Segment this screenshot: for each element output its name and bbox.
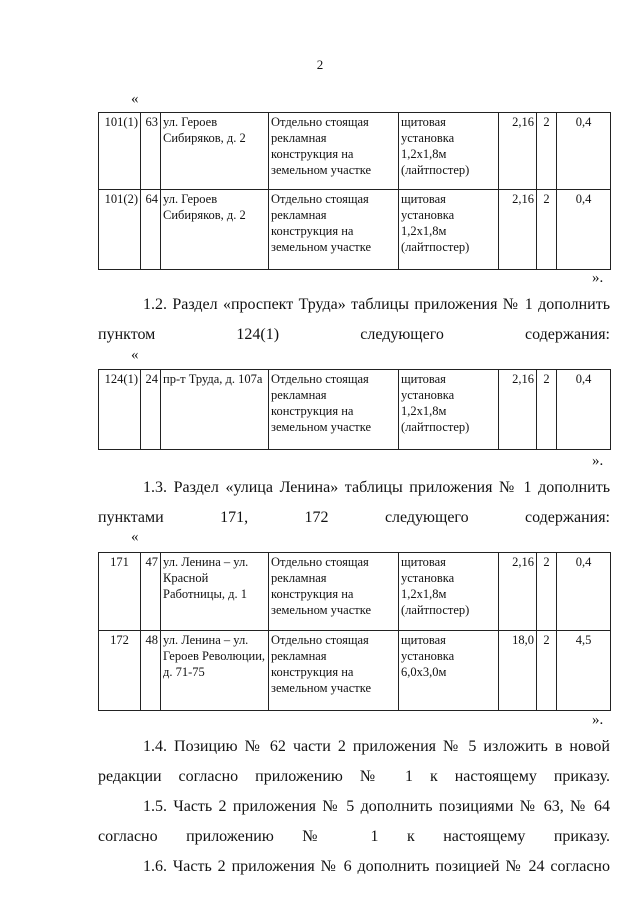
table-row: [99, 631, 611, 711]
row-number: 172: [99, 631, 141, 711]
area-cell: 18,0: [499, 631, 537, 711]
position-number: 24: [141, 370, 161, 450]
paragraph-1-2: 1.2. Раздел «проспект Труда» таблицы приложения № 1 дополнить пунктом 124(1) следующего содержания:: [98, 296, 610, 343]
paragraph-1-5: 1.5. Часть 2 приложения № 5 дополнить позициями № 63, № 64 согласно приложению № 1 к настоящему приказу.: [98, 798, 610, 845]
address-cell: ул. Ленина – ул. Красной Работницы, д. 1: [161, 553, 269, 631]
page-number: 2: [316, 57, 324, 72]
total-cell: 0,4: [557, 370, 611, 450]
address-cell: пр-т Труда, д. 107а: [161, 370, 269, 450]
table-3: [98, 552, 611, 711]
structure-kind-cell: щитовая установка 1,2х1,8м (лайтпостер): [399, 370, 499, 450]
area-cell: 2,16: [499, 370, 537, 450]
sides-cell: 2: [537, 553, 557, 631]
total-cell: 0,4: [557, 553, 611, 631]
structure-type-cell: Отдельно стоящая рекламная конструкция на земельном участке: [269, 113, 399, 190]
structure-type-cell: Отдельно стоящая рекламная конструкция на земельном участке: [269, 631, 399, 711]
total-cell: 4,5: [557, 631, 611, 711]
structure-type-cell: Отдельно стоящая рекламная конструкция на земельном участке: [269, 553, 399, 631]
structure-kind-cell: щитовая установка 1,2х1,8м (лайтпостер): [399, 190, 499, 270]
close-quote-2: ».: [592, 453, 604, 469]
table-row: [99, 113, 611, 190]
total-cell: 0,4: [557, 113, 611, 190]
structure-type-cell: Отдельно стоящая рекламная конструкция на земельном участке: [269, 370, 399, 450]
position-number: 48: [141, 631, 161, 711]
paragraph-1-4: 1.4. Позицию № 62 части 2 приложения № 5 изложить в новой редакции согласно приложению № 1 к настоящему приказу.: [98, 738, 610, 785]
sides-cell: 2: [537, 631, 557, 711]
row-number: 101(1): [99, 113, 141, 190]
table-row: [99, 553, 611, 631]
sides-cell: 2: [537, 370, 557, 450]
open-quote-2: «: [131, 347, 139, 363]
table-1: [98, 112, 611, 270]
table-2: [98, 369, 611, 450]
structure-type-cell: Отдельно стоящая рекламная конструкция на земельном участке: [269, 190, 399, 270]
address-cell: ул. Героев Сибиряков, д. 2: [161, 190, 269, 270]
paragraph-1-3: 1.3. Раздел «улица Ленина» таблицы приложения № 1 дополнить пунктами 171, 172 следующего содержания:: [98, 479, 610, 526]
row-number: 124(1): [99, 370, 141, 450]
table-row: [99, 370, 611, 450]
area-cell: 2,16: [499, 190, 537, 270]
area-cell: 2,16: [499, 553, 537, 631]
address-cell: ул. Героев Сибиряков, д. 2: [161, 113, 269, 190]
structure-kind-cell: щитовая установка 1,2х1,8м (лайтпостер): [399, 113, 499, 190]
table-row: [99, 190, 611, 270]
row-number: 171: [99, 553, 141, 631]
structure-kind-cell: щитовая установка 6,0х3,0м: [399, 631, 499, 711]
row-number: 101(2): [99, 190, 141, 270]
address-cell: ул. Ленина – ул. Героев Революции, д. 71-75: [161, 631, 269, 711]
open-quote-1: «: [131, 91, 139, 107]
structure-kind-cell: щитовая установка 1,2х1,8м (лайтпостер): [399, 553, 499, 631]
position-number: 64: [141, 190, 161, 270]
position-number: 63: [141, 113, 161, 190]
total-cell: 0,4: [557, 190, 611, 270]
sides-cell: 2: [537, 190, 557, 270]
open-quote-3: «: [131, 529, 139, 545]
position-number: 47: [141, 553, 161, 631]
close-quote-1: ».: [592, 270, 604, 286]
area-cell: 2,16: [499, 113, 537, 190]
sides-cell: 2: [537, 113, 557, 190]
close-quote-3: ».: [592, 712, 604, 728]
paragraph-1-6: 1.6. Часть 2 приложения № 6 дополнить позицией № 24 согласно: [143, 858, 610, 875]
